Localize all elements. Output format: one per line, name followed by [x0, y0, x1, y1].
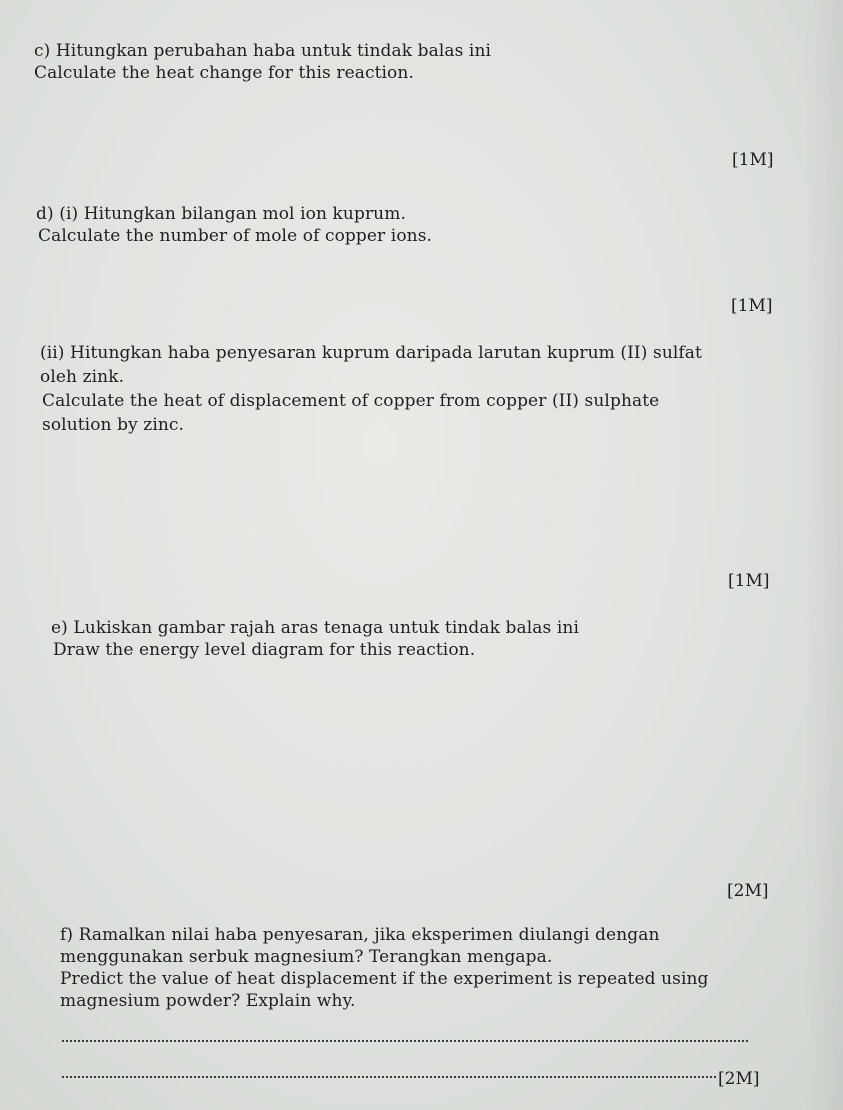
question-e-marks: [2M]: [727, 881, 769, 901]
answer-line-2[interactable]: [62, 1076, 716, 1078]
question-d-ii-english-line-1: Calculate the heat of displacement of copper from copper (II) sulphate: [42, 391, 660, 411]
question-d-i-marks: [1M]: [731, 296, 773, 316]
page-edge-shadow: [803, 0, 843, 1110]
question-c-malay: c) Hitungkan perubahan haba untuk tindak balas ini: [34, 41, 492, 61]
question-f-malay-line-2: menggunakan serbuk magnesium? Terangkan mengapa.: [60, 947, 553, 967]
question-c-english: Calculate the heat change for this reaction.: [34, 63, 414, 83]
question-d-ii-malay-line-2: oleh zink.: [40, 367, 125, 387]
question-e-malay: e) Lukiskan gambar rajah aras tenaga untuk tindak balas ini: [51, 618, 579, 638]
question-d-i-malay: d) (i) Hitungkan bilangan mol ion kuprum.: [36, 204, 406, 224]
answer-line-1[interactable]: [62, 1040, 748, 1042]
question-f-malay-line-1: f) Ramalkan nilai haba penyesaran, jika eksperimen diulangi dengan: [60, 925, 660, 945]
question-c-marks: [1M]: [732, 150, 774, 170]
question-f-marks: [2M]: [718, 1069, 760, 1089]
question-d-ii-malay-line-1: (ii) Hitungkan haba penyesaran kuprum daripada larutan kuprum (II) sulfat: [40, 343, 702, 363]
question-e-english: Draw the energy level diagram for this reaction.: [53, 640, 476, 660]
question-f-english-line-2: magnesium powder? Explain why.: [60, 991, 356, 1011]
question-d-i-english: Calculate the number of mole of copper ions.: [38, 226, 433, 246]
question-d-ii-english-line-2: solution by zinc.: [42, 415, 185, 435]
question-d-ii-marks: [1M]: [728, 571, 770, 591]
question-f-english-line-1: Predict the value of heat displacement if the experiment is repeated using: [60, 969, 709, 989]
